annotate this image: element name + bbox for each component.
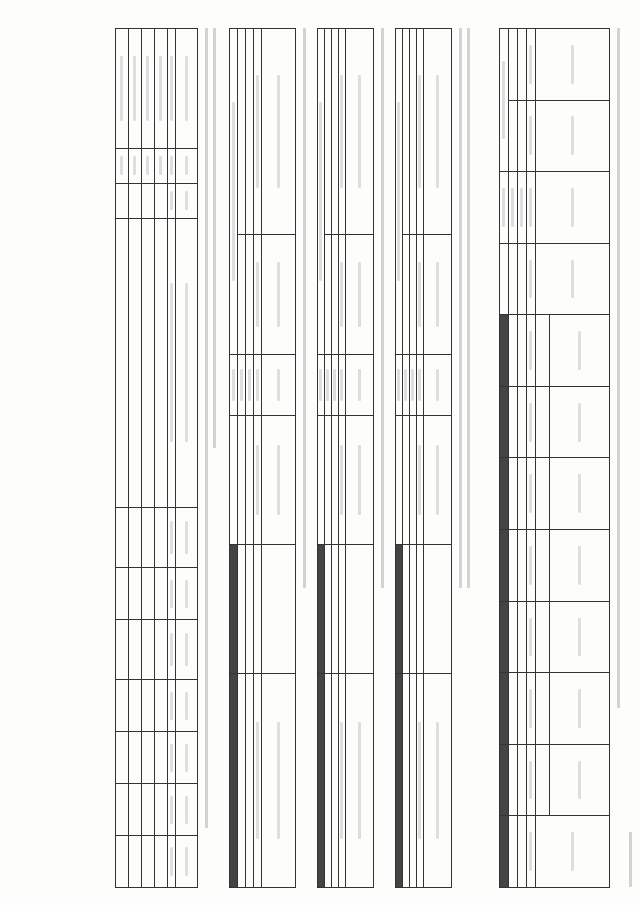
table-row (518, 29, 527, 888)
row-code (116, 148, 129, 183)
table-row (129, 29, 142, 888)
column-number (168, 620, 176, 680)
row-code (325, 355, 332, 416)
table-header (176, 183, 198, 218)
table-header (346, 234, 374, 354)
row-code (230, 355, 238, 416)
column-number (339, 415, 346, 544)
section-3-2-heading (381, 28, 384, 588)
section-3-3-heading (303, 28, 306, 588)
section-3-1-heading (459, 28, 462, 588)
row-code (155, 148, 168, 183)
table-header (176, 568, 198, 620)
column-number (417, 29, 424, 235)
table-header (262, 234, 296, 354)
table-header (550, 315, 610, 387)
column-number (527, 29, 536, 101)
column-number (254, 29, 262, 235)
column-number (417, 415, 424, 544)
row-label (116, 29, 129, 149)
table-row (332, 29, 339, 888)
total-label (396, 29, 403, 355)
column-number (527, 100, 536, 172)
table-header (262, 29, 296, 235)
column-number (254, 415, 262, 544)
total-row (318, 29, 325, 888)
column-number (527, 601, 536, 673)
table-header (550, 386, 610, 458)
table-header (346, 29, 374, 235)
table-row (509, 29, 518, 888)
table-header (176, 218, 198, 507)
table-row (325, 29, 332, 888)
column-number (417, 673, 424, 887)
table-row (142, 29, 155, 888)
row-code (332, 355, 339, 416)
table-header (346, 415, 374, 544)
column-number (168, 568, 176, 620)
column-number (254, 234, 262, 354)
table-2-2-3 (499, 28, 610, 888)
table-header (176, 836, 198, 888)
section-4-heading (213, 28, 216, 448)
table-header (550, 673, 610, 745)
table-row (410, 29, 417, 888)
table-header (176, 620, 198, 680)
table-header (424, 355, 452, 416)
column-number (339, 673, 346, 887)
table-header (424, 29, 452, 235)
table-header (176, 732, 198, 784)
table-header (550, 601, 610, 673)
row-code (518, 172, 527, 244)
column-number (168, 148, 176, 183)
table-header (550, 744, 610, 816)
table-row (403, 29, 410, 888)
form-id (629, 832, 632, 887)
column-number (339, 234, 346, 354)
column-number (527, 458, 536, 530)
total-label (230, 29, 238, 355)
row-code (403, 355, 410, 416)
column-number (527, 816, 536, 888)
column-number (417, 355, 424, 416)
table-header (536, 29, 610, 101)
column-number (527, 243, 536, 315)
column-number (339, 29, 346, 235)
section-3-heading (467, 28, 470, 588)
total-row (396, 29, 403, 888)
table-header (346, 355, 374, 416)
row-code (238, 355, 246, 416)
total-label (318, 29, 325, 355)
row-code (129, 148, 142, 183)
column-number (527, 530, 536, 602)
row-label (142, 29, 155, 149)
column-number (168, 29, 176, 149)
table-header (536, 172, 610, 244)
total-row (230, 29, 238, 888)
section-4-1-heading (205, 28, 208, 828)
column-number (254, 673, 262, 887)
table-header (176, 29, 198, 149)
column-number (168, 183, 176, 218)
row-label (129, 29, 142, 149)
total-label (500, 29, 509, 172)
row-code (142, 148, 155, 183)
table-3-3 (229, 28, 296, 888)
table-header (262, 673, 296, 887)
table-header (536, 816, 610, 888)
table-header (262, 355, 296, 416)
column-number (168, 680, 176, 732)
table-header (346, 673, 374, 887)
row-code (509, 172, 518, 244)
row-code (500, 172, 509, 244)
table-row (116, 29, 129, 888)
column-number (527, 172, 536, 244)
table-header (550, 458, 610, 530)
table-header (176, 148, 198, 183)
table-row (238, 29, 246, 888)
column-number (417, 234, 424, 354)
table-3-1 (395, 28, 452, 888)
column-number (168, 836, 176, 888)
table-row (155, 29, 168, 888)
table-3-2 (317, 28, 374, 888)
column-number (527, 315, 536, 387)
section-2-2-3-heading (617, 28, 620, 708)
table-header (424, 234, 452, 354)
column-number (527, 673, 536, 745)
row-code (318, 355, 325, 416)
table-header (176, 784, 198, 836)
column-number (168, 218, 176, 507)
row-code (246, 355, 254, 416)
table-header (550, 530, 610, 602)
table-header (536, 100, 610, 172)
row-code (410, 355, 417, 416)
column-number (527, 744, 536, 816)
table-header (262, 415, 296, 544)
column-number (254, 355, 262, 416)
row-code (396, 355, 403, 416)
table-header (424, 415, 452, 544)
column-number (168, 784, 176, 836)
column-number (527, 386, 536, 458)
table-row (246, 29, 254, 888)
column-number (168, 507, 176, 567)
table-header (176, 680, 198, 732)
row-label (155, 29, 168, 149)
column-number (339, 355, 346, 416)
total-row (500, 29, 509, 888)
table-header (536, 243, 610, 315)
table-4-1 (115, 28, 198, 888)
table-header (176, 507, 198, 567)
table-header (424, 673, 452, 887)
column-number (168, 732, 176, 784)
